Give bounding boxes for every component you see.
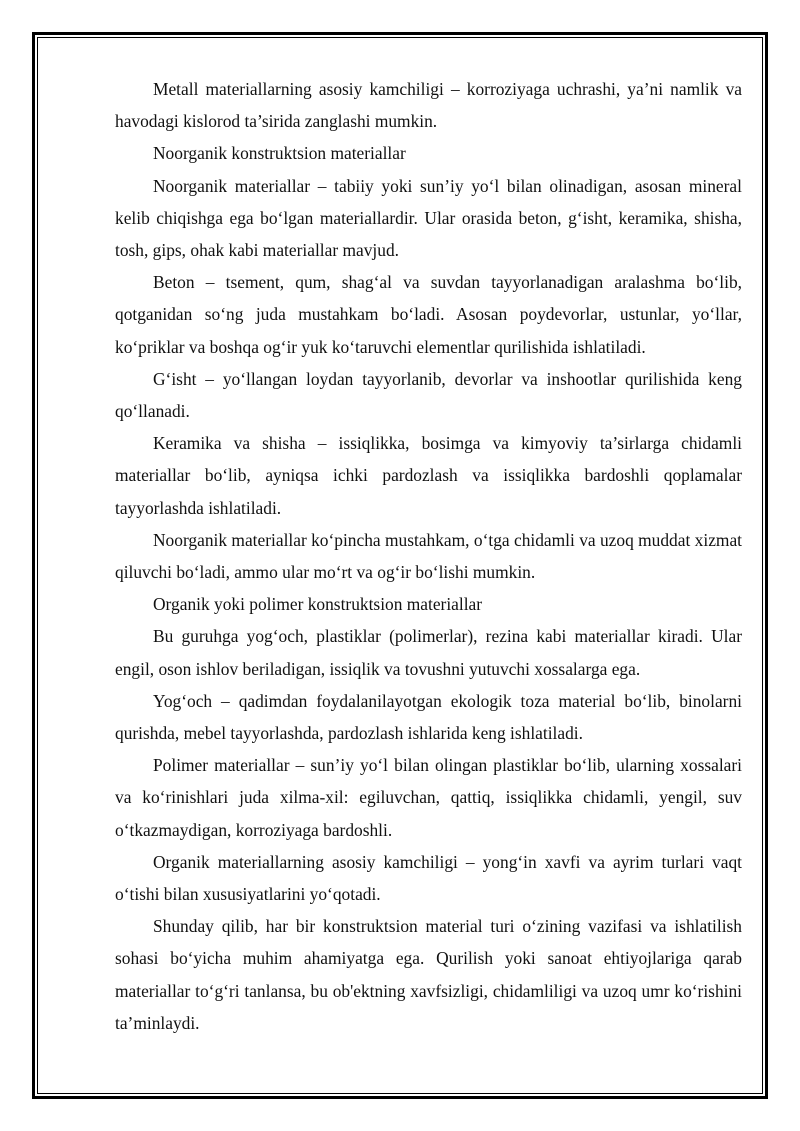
paragraph-organic-drawback: Organik materiallarning asosiy kamchiligi – yong‘in xavfi va ayrim turlari vaqt o‘tishi bilan xususiyatlarini yo‘qotadi.	[115, 851, 742, 905]
paragraph-conclusion: Shunday qilib, har bir konstruktsion material turi o‘zining vazifasi va ishlatilish sohasi bo‘yicha muhim ahamiyatga ega. Qurilish yoki sanoat ehtiyojlariga qarab materiallar to‘g‘ri tanlansa, bu ob'ektning xavfsizligi, chidamliligi va uzoq umr ko‘rishini ta’minlaydi.	[115, 916, 742, 1033]
document-body	[115, 73, 742, 1039]
paragraph-polymers: Polimer materiallar – sun’iy yo‘l bilan olingan plastiklar bo‘lib, ularning xossalari va ko‘rinishlari juda xilma-xil: egiluvchan, qattiq, issiqlikka chidamli, yengil, suv o‘tkazmaydigan, korroziyaga bardoshli.	[115, 755, 742, 840]
heading-inorganic-materials: Noorganik konstruktsion materiallar	[153, 143, 406, 164]
heading-organic-materials: Organik yoki polimer konstruktsion materiallar	[153, 594, 483, 615]
paragraph-ceramics-glass: Keramika va shisha – issiqlikka, bosimga va kimyoviy ta’sirlarga chidamli materiallar bo‘lib, ayniqsa ichki pardozlash va issiqlikka bardoshli qoplamalar tayyorlashda ishlatiladi.	[115, 433, 742, 518]
paragraph-metal-drawback: Metall materiallarning asosiy kamchiligi – korroziyaga uchrashi, ya’ni namlik va havodagi kislorod ta’sirida zanglashi mumkin.	[115, 79, 742, 132]
paragraph-brick: G‘isht – yo‘llangan loydan tayyorlanib, devorlar va inshootlar qurilishida keng qo‘llanadi.	[115, 368, 742, 422]
paragraph-concrete: Beton – tsement, qum, shag‘al va suvdan tayyorlanadigan aralashma bo‘lib, qotganidan so‘ng juda mustahkam bo‘ladi. Asosan poydevorlar, ustunlar, yo‘llar, ko‘priklar va boshqa og‘ir yuk ko‘taruvchi elementlar qurilishida ishlatiladi.	[115, 272, 742, 357]
paragraph-inorganic-properties: Noorganik materiallar ko‘pincha mustahkam, o‘tga chidamli va uzoq muddat xizmat qiluvchi bo‘ladi, ammo ular mo‘rt va og‘ir bo‘lishi mumkin.	[115, 529, 742, 583]
paragraph-wood: Yog‘och – qadimdan foydalanilayotgan ekologik toza material bo‘lib, binolarni qurishda, mebel tayyorlashda, pardozlash ishlarida keng ishlatiladi.	[115, 690, 742, 744]
paragraph-organic-group: Bu guruhga yog‘och, plastiklar (polimerlar), rezina kabi materiallar kiradi. Ular engil, oson ishlov beriladigan, issiqlik va tovushni yutuvchi xossalarga ega.	[115, 626, 742, 679]
paragraph-inorganic-definition: Noorganik materiallar – tabiiy yoki sun’iy yo‘l bilan olinadigan, asosan mineral kelib chiqishga ega bo‘lgan materiallardir. Ular orasida beton, g‘isht, keramika, shisha, tosh, gips, ohak kabi materiallar mavjud.	[115, 175, 742, 261]
